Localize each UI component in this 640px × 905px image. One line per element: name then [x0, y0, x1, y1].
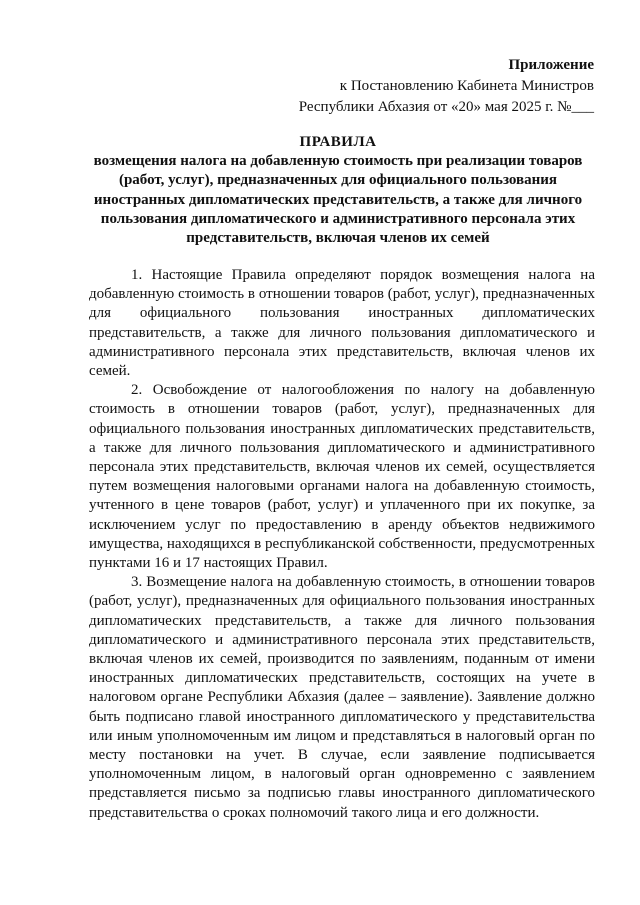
paragraph-2: 2. Освобождение от налогообложения по налогу на добавленную стоимость в отношении товаров (работ, услуг), предназначенных для официального пользования иностранных дипломатических представительств, а также для личного пользования дипломатического и административного персонала этих представительств, включая членов их семей, осуществляется путем возмещения налоговыми органами налога на добавленную стоимость, учтенного в цене товаров (работ, услуг) и уплаченного при их покупке, за исключением услуг по предоставлению в аренду объектов недвижимого имущества, находящихся в республиканской собственности, предусмотренных пунктами 16 и 17 настоящих Правил. — [89, 382, 595, 572]
paragraph-3: 3. Возмещение налога на добавленную стоимость, в отношении товаров (работ, услуг), предназначенных для официального пользования иностранных дипломатических представительств, а также для личного пользования дипломатического и административного персонала этих представительств, включая членов их семей, производится по заявлениям, поданным от имени иностранных дипломатических представительств, состоящих на учете в налоговом органе Республики Абхазия (далее – заявление). Заявление должно быть подписано главой иностранного дипломатического у представительства или иным уполномоченным им лицом и представляться в налоговый орган по месту постановки на учет. В случае, если заявление подписывается уполномоченным лицом, в налоговый орган одновременно с заявлением представляется письмо за подписью главы иностранного дипломатического представительства о сроках полномочий такого лица и его должности. — [89, 574, 595, 821]
appendix-title: Приложение — [508, 57, 594, 73]
document-title-block — [88, 133, 588, 248]
document-body — [89, 266, 595, 823]
document-title: ПРАВИЛА — [299, 134, 377, 150]
appendix-resolution-line: к Постановлению Кабинета Министров — [339, 78, 594, 94]
document-subtitle: возмещения налога на добавленную стоимость при реализации товаров (работ, услуг), предназначенных для официального пользования иностранных дипломатических представительств, а также для личного пользования дипломатического и административного персонала этих представительств, включая членов их семей — [93, 153, 583, 247]
paragraph-1: 1. Настоящие Правила определяют порядок возмещения налога на добавленную стоимость в отношении товаров (работ, услуг), предназначенных для официального пользования иностранных дипломатических представительств, а также для личного пользования дипломатического и административного персонала этих представительств, включая членов их семей. — [89, 267, 595, 380]
appendix-date-line: Республики Абхазия от «20» мая 2025 г. №___ — [298, 99, 594, 115]
appendix-header — [299, 55, 594, 118]
